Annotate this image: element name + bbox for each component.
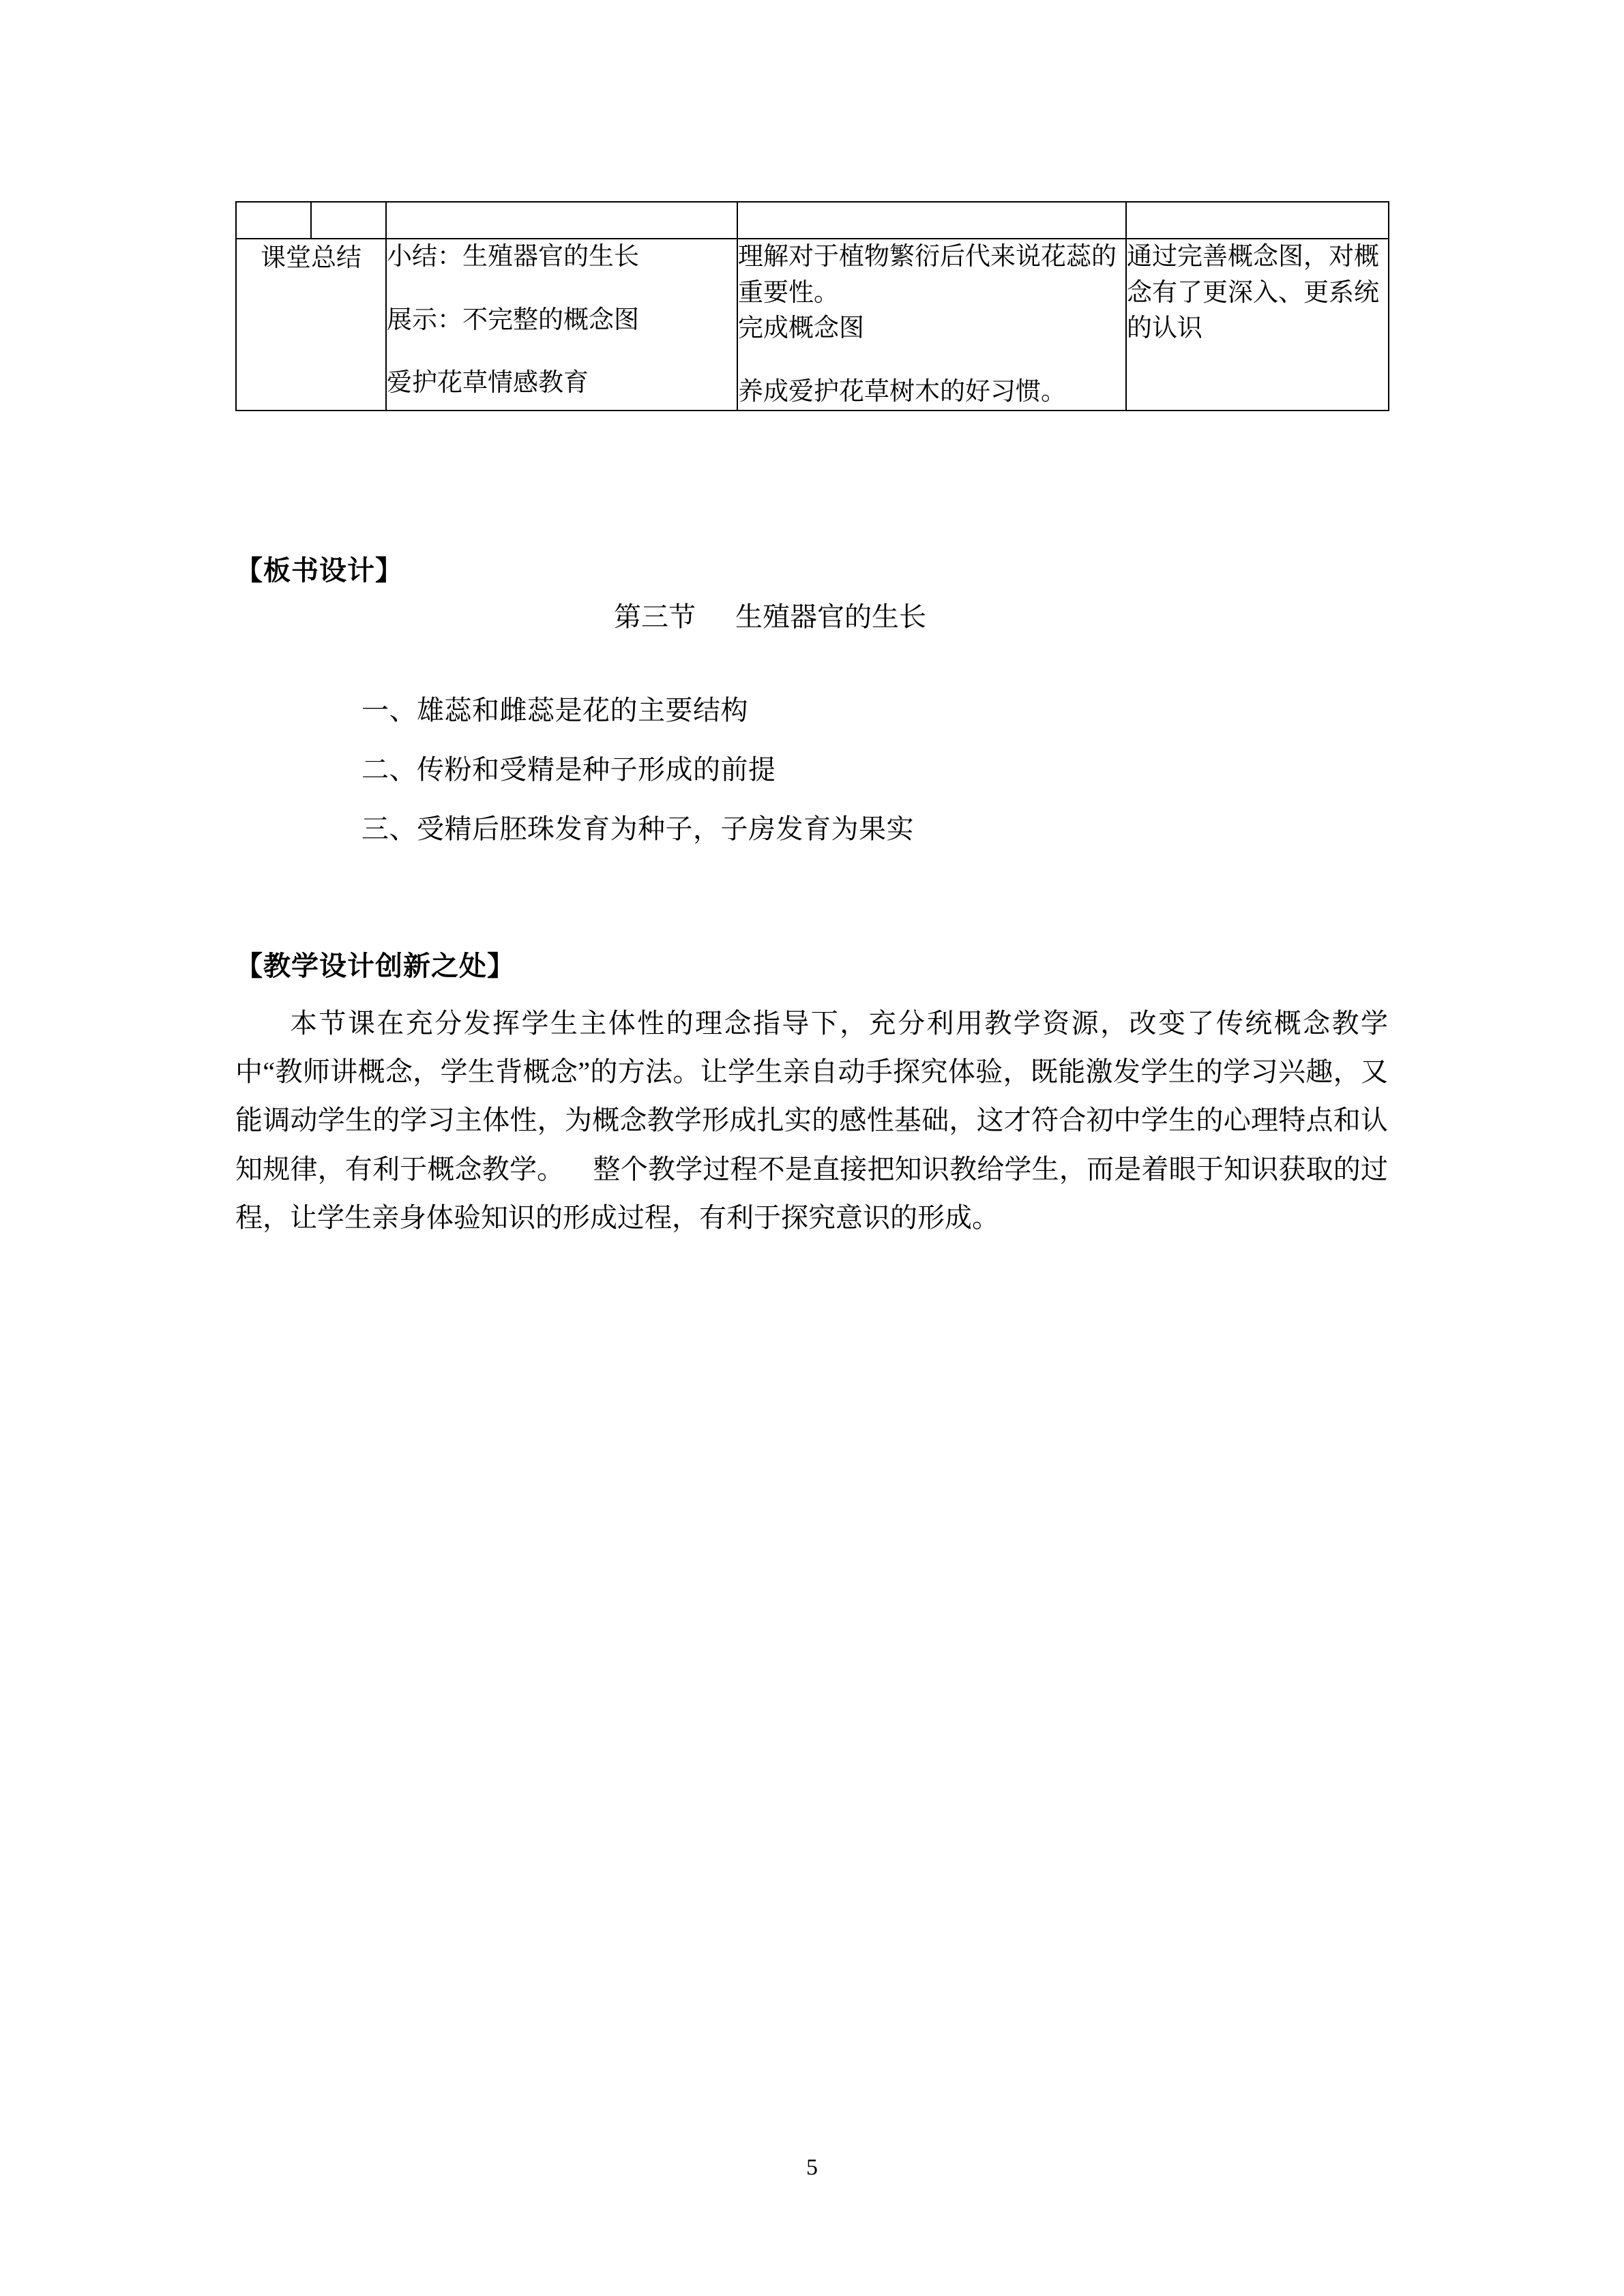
innovation-heading: 【教学设计创新之处】	[235, 951, 515, 981]
teacher-activity-line-2: 展示：不完整的概念图	[387, 305, 639, 334]
board-design-title-section: 第三节	[614, 601, 696, 632]
board-design-item-3: 三、受精后胚珠发育为种子，子房发育为果实	[361, 814, 914, 844]
board-design-heading: 【板书设计】	[235, 555, 403, 586]
table-row	[236, 239, 1389, 411]
table-cell-stage-label: 课堂总结	[236, 239, 386, 411]
table-cell-empty-4	[737, 202, 1126, 239]
innovation-paragraph	[235, 999, 1388, 1242]
innovation-paragraph-part-1: 本节课在充分发挥学生主体性的理念指导下，充分利用教学资源，改变了传统概念教学中“教师讲概念，学生背概念”的方法。让学生亲自动手探究体验，既能激发学生的学习兴趣，又能调动学生的学习主体性，为概念教学形成扎实的感性基础，这才符合初中学生的心理特点和认知规律，有利于概念教学。	[235, 1008, 1388, 1184]
spacer	[738, 347, 1125, 374]
student-activity-line-3: 养成爱护花草树木的好习惯。	[738, 377, 1066, 406]
lesson-plan-table	[235, 201, 1389, 411]
table-row	[236, 202, 1389, 239]
table-cell-empty-5	[1126, 202, 1389, 239]
table-cell-empty-2	[311, 202, 386, 239]
board-design-item-1: 一、雄蕊和雌蕊是花的主要结构	[361, 695, 748, 726]
teacher-activity-line-3: 爱护花草情感教育	[387, 369, 589, 398]
table-cell-design-intent: 通过完善概念图，对概念有了更深入、更系统的认识	[1126, 239, 1389, 411]
table-cell-student-activity	[737, 239, 1126, 411]
table-cell-teacher-activity	[386, 239, 737, 411]
spacer	[387, 275, 737, 303]
lesson-plan-table-wrapper	[235, 201, 1388, 411]
table-cell-empty-3	[386, 202, 737, 239]
spacer	[387, 338, 737, 366]
board-design-title	[614, 595, 926, 634]
page-number: 5	[806, 2155, 818, 2180]
teacher-activity-line-1: 小结：生殖器官的生长	[387, 243, 639, 271]
student-activity-line-1: 理解对于植物繁衍后代来说花蕊的重要性。	[738, 243, 1117, 307]
board-design-title-name: 生殖器官的生长	[735, 601, 926, 632]
table-cell-empty-1	[236, 202, 311, 239]
board-design-item-2: 二、传粉和受精是种子形成的前提	[361, 754, 776, 785]
innovation-paragraph-part-2: 整个教学过程不是直接把知识教给学生，而是着眼于知识获取的过程，让学生亲身体验知识的形成过程，有利于探究意识的形成。	[235, 1153, 1389, 1233]
student-activity-line-2: 完成概念图	[738, 314, 864, 343]
